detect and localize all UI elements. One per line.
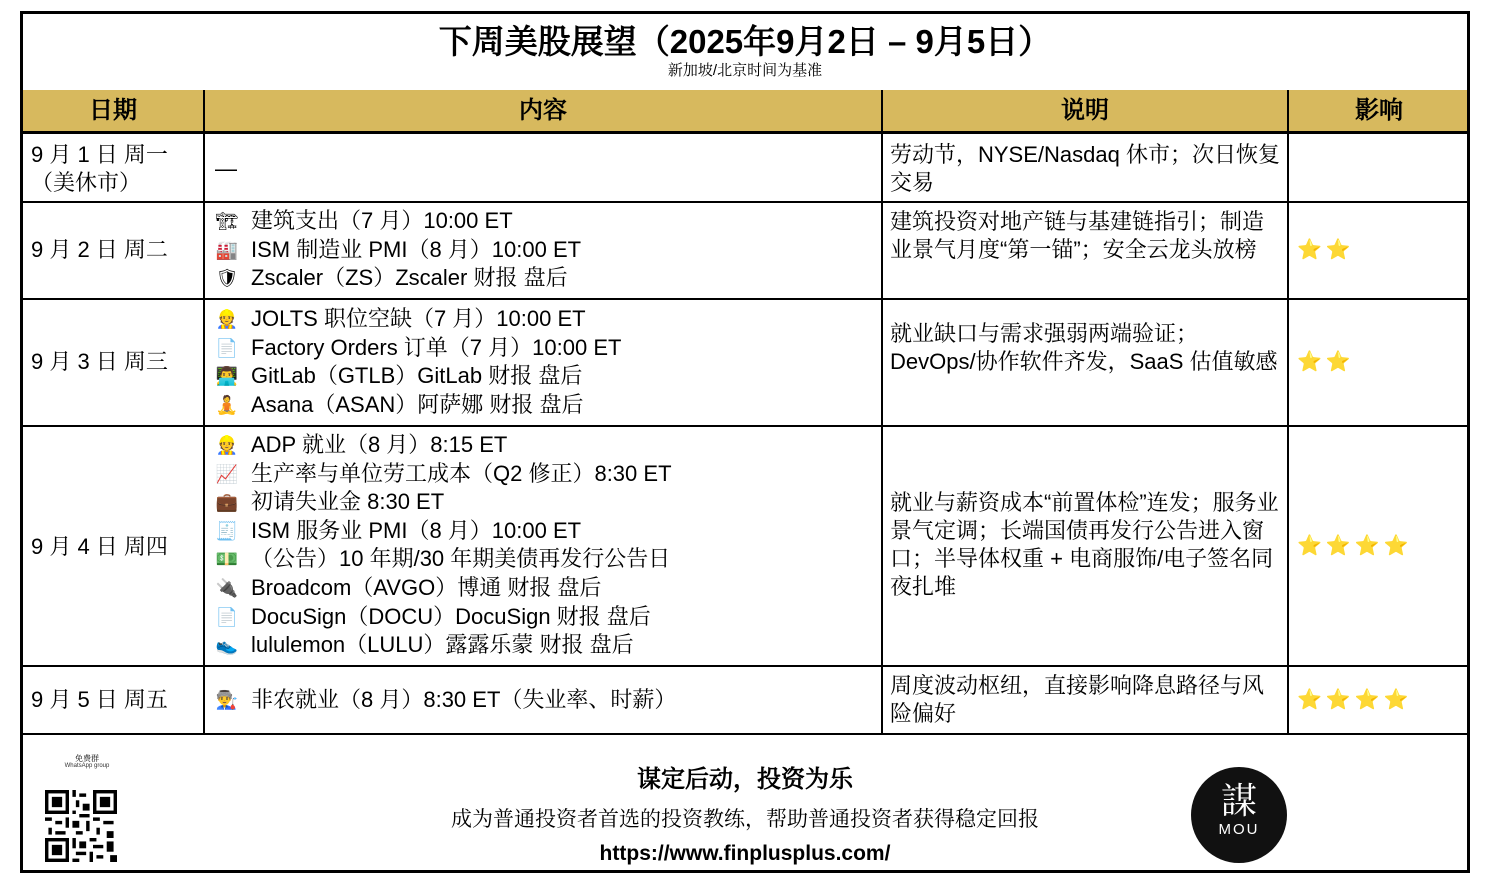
money-icon: 💵 [215, 549, 239, 570]
title-box [23, 14, 1467, 92]
list-item [215, 155, 881, 184]
slogan: 谋定后动，投资为乐 [637, 766, 853, 793]
row-note: 建筑投资对地产链与基建链指引；制造业景气月度“第一锚”；安全云龙头放榜 [890, 209, 1265, 262]
worker-icon: 👨‍🏭 [215, 690, 239, 710]
event-text: Factory Orders 订单（7 月）10:00 ET [251, 334, 622, 360]
briefcase-icon: 💼 [215, 492, 239, 513]
column-divider [881, 90, 883, 735]
header-content: 内容 [519, 97, 567, 124]
qr-sublabel: WhatsApp group [64, 763, 110, 769]
row-note: 周度波动枢纽，直接影响降息路径与风险偏好 [890, 673, 1265, 726]
row-date [23, 236, 203, 264]
event-text: JOLTS 职位空缺（7 月）10:00 ET [251, 306, 586, 331]
date-line: 9 月 3 日 周三 [31, 349, 168, 374]
table-row [23, 134, 1467, 201]
column-divider [203, 90, 205, 735]
row-content [205, 305, 881, 419]
event-text: 初请失业金 8:30 ET [251, 489, 445, 515]
impact-stars: ⭐⭐⭐⭐ [1297, 689, 1413, 711]
list-item [215, 362, 881, 391]
event-text: 非农就业（8 月）8:30 ET（失业率、时薪） [251, 687, 677, 712]
event-text: lululemon（LULU）露露乐蒙 财报 盘后 [251, 632, 634, 658]
row-date [23, 141, 203, 197]
list-item [215, 603, 881, 632]
row-content [205, 155, 881, 184]
page-title: 下周美股展望（2025年9月2日 – 9月5日） [438, 23, 1052, 60]
table-row [23, 203, 1467, 298]
list-item [215, 236, 881, 265]
list-item [215, 264, 881, 293]
date-line: 9 月 1 日 周一 [31, 142, 168, 167]
mission-statement: 成为普通投资者首选的投资教练，帮助普通投资者获得稳定回报 [451, 808, 1039, 831]
event-text: Asana（ASAN）阿萨娜 财报 盘后 [251, 391, 584, 417]
row-content [205, 207, 881, 293]
yoga-icon: 🧘 [215, 394, 239, 415]
event-text: GitLab（GTLB）GitLab 财报 盘后 [251, 363, 583, 389]
page-subtitle: 新加坡/北京时间为基准 [667, 62, 823, 79]
event-text: ADP 就业（8 月）8:15 ET [251, 432, 508, 457]
event-text: Zscaler（ZS）Zscaler 财报 盘后 [251, 265, 568, 291]
date-line: 9 月 4 日 周四 [31, 534, 168, 559]
logo-glyph: 謀 [1220, 780, 1257, 821]
row-note: 劳动节，NYSE/Nasdaq 休市；次日恢复交易 [890, 142, 1280, 195]
receipt-icon: 🧾 [215, 520, 239, 541]
list-item [215, 574, 881, 603]
event-text: ISM 服务业 PMI（8 月）10:00 ET [251, 517, 582, 543]
logo-text: MOU [1218, 821, 1260, 838]
document-icon: 📄 [215, 337, 239, 358]
list-item [215, 488, 881, 517]
shoe-icon: 👟 [215, 635, 239, 656]
construction-icon: 🏗 [215, 211, 239, 231]
list-item [215, 631, 881, 660]
header-impact: 影响 [1355, 97, 1403, 124]
worker-icon: 👷 [215, 435, 239, 455]
list-item [215, 686, 881, 715]
table-row [23, 300, 1467, 425]
event-text: — [215, 156, 237, 181]
worker-icon: 👷 [215, 309, 239, 329]
list-item [215, 334, 881, 363]
header-date: 日期 [89, 97, 137, 124]
list-item [215, 305, 881, 334]
date-note: （美休市） [31, 170, 142, 195]
event-text: Broadcom（AVGO）博通 财报 盘后 [251, 574, 602, 600]
event-text: DocuSign（DOCU）DocuSign 财报 盘后 [251, 603, 651, 629]
qr-label: 免费群 [75, 754, 99, 763]
event-text: （公告）10 年期/30 年期美债再发行公告日 [251, 546, 671, 572]
factory-icon: 🏭 [215, 239, 239, 260]
mou-logo [1191, 767, 1287, 863]
row-note: 就业与薪资成本“前置体检”连发；服务业景气定调；长端国债再发行公告进入窗口；半导体权重 + 电商服饰/电子签名同夜扎堆 [890, 490, 1279, 599]
date-line: 9 月 5 日 周五 [31, 687, 168, 712]
row-note: 就业缺口与需求强弱两端验证；DevOps/协作软件齐发，SaaS 估值敏感 [890, 321, 1278, 374]
row-content [205, 686, 881, 715]
row-date [23, 533, 203, 561]
list-item [215, 460, 881, 489]
chart-up-icon: 📈 [215, 463, 239, 484]
column-divider [1287, 90, 1289, 735]
list-item [215, 391, 881, 420]
table-row [23, 667, 1467, 733]
row-date [23, 348, 203, 376]
date-line: 9 月 2 日 周二 [31, 237, 168, 262]
impact-stars: ⭐⭐ [1297, 239, 1355, 261]
row-content [205, 431, 881, 660]
developer-icon: 👨‍💻 [215, 366, 239, 387]
event-text: ISM 制造业 PMI（8 月）10:00 ET [251, 236, 582, 262]
list-item [215, 517, 881, 546]
list-item [215, 545, 881, 574]
header-note: 说明 [1061, 97, 1109, 124]
document-icon: 📄 [215, 606, 239, 627]
event-text: 建筑支出（7 月）10:00 ET [251, 208, 513, 233]
website-link[interactable]: https://www.finplusplus.com/ [599, 842, 891, 865]
calendar-frame [20, 11, 1470, 873]
plug-icon: 🔌 [215, 577, 239, 598]
table-row [23, 427, 1467, 665]
list-item [215, 431, 881, 460]
impact-stars: ⭐⭐ [1297, 351, 1355, 373]
table-header [23, 90, 1467, 134]
shield-icon: 🛡 [215, 268, 239, 289]
event-text: 生产率与单位劳工成本（Q2 修正）8:30 ET [251, 460, 672, 486]
row-date [23, 686, 203, 714]
footer [23, 735, 1467, 870]
impact-stars: ⭐⭐⭐⭐ [1297, 535, 1413, 557]
list-item [215, 207, 881, 236]
